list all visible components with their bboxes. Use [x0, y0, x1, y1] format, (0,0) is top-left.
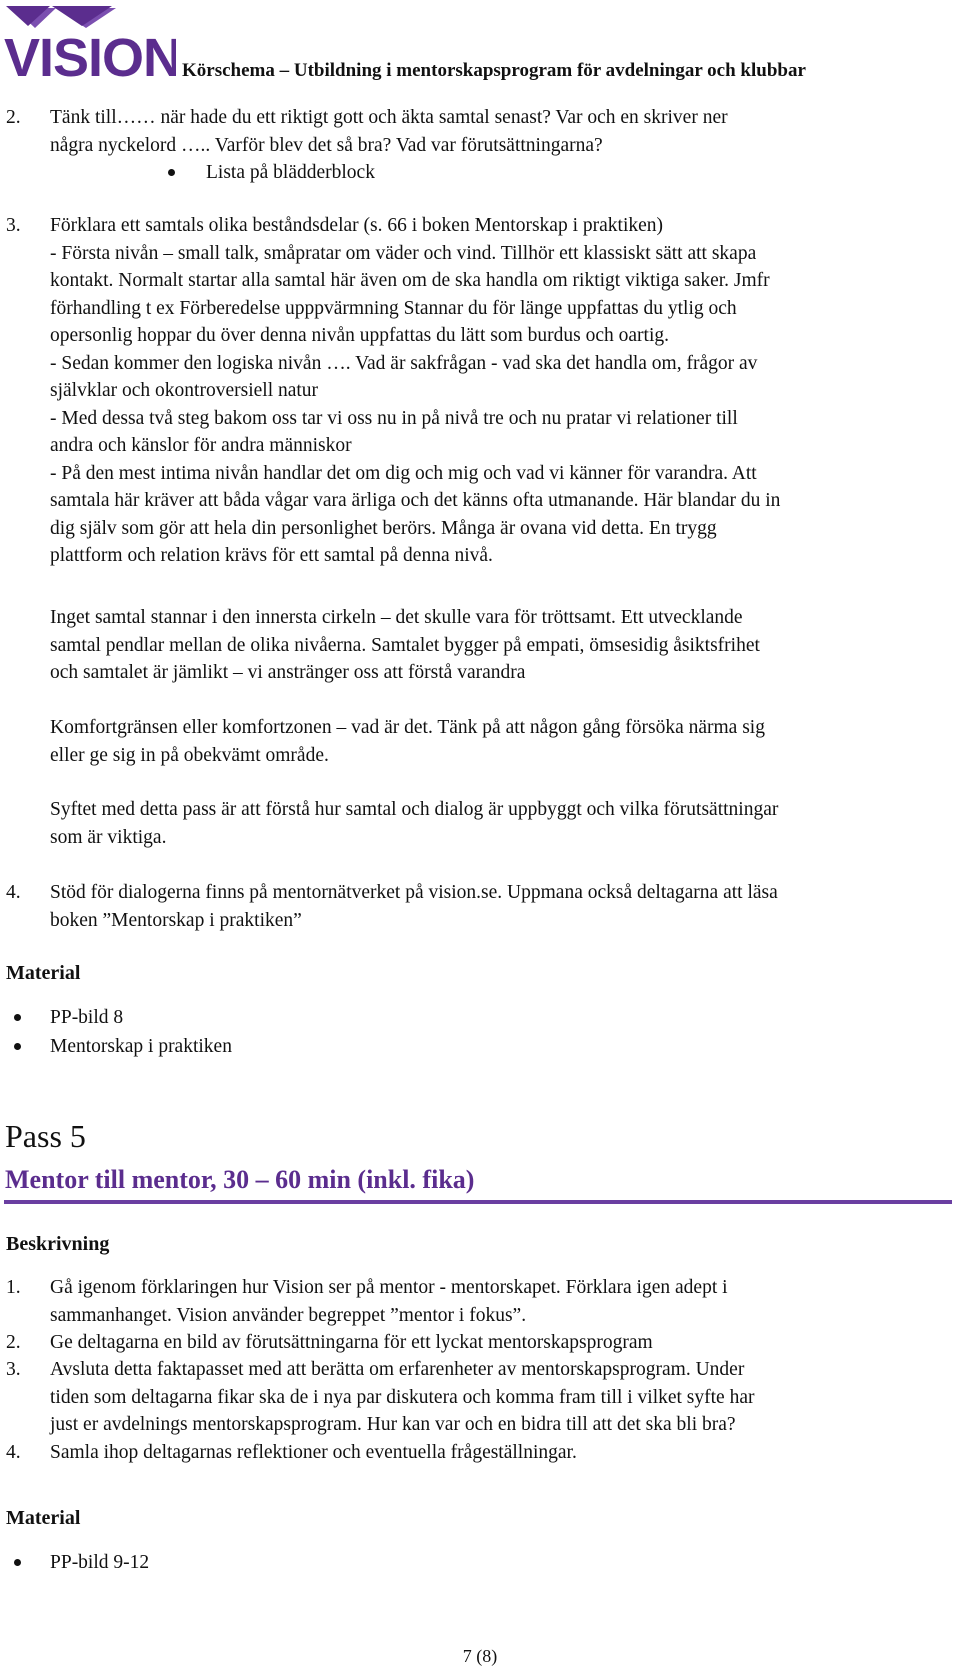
text-line: tiden som deltagarna fikar ska de i nya par diskutera och komma fram till i vilket syfte har [50, 1386, 755, 1408]
text-line: opersonlig hoppar du över denna nivån uppfattas du lätt som burdus och oartig. [50, 325, 669, 346]
text-line: dig själv som gör att hela din personlighet berörs. Många är ovana vid detta. En trygg [50, 517, 717, 539]
text-line: sammanhanget. Vision använder begreppet ”mentor i fokus”. [50, 1304, 527, 1326]
item-text [50, 879, 950, 934]
logo-wordmark: VISION [4, 28, 176, 80]
document-header [4, 2, 904, 80]
item-number: 2. [6, 107, 21, 128]
bullet-text: Lista på blädderblock [206, 162, 375, 183]
text-line: Gå igenom förklaringen hur Vision ser på mentor - mentorskapet. Förklara igen adept i [50, 1277, 728, 1298]
text-line: kontakt. Normalt startar alla samtal här även om de ska handla om riktigt viktiga saker. Jmfr [50, 270, 770, 291]
text-line: Avsluta detta faktapasset med att berätta om erfarenheter av mentorskapsprogram. Under [50, 1359, 745, 1380]
text-line: Syftet med detta pass är att förstå hur samtal och dialog är uppbyggt och vilka förutsättningar [50, 799, 779, 820]
item-text [50, 1356, 950, 1439]
material-heading: Material [6, 962, 81, 984]
text-line: Stöd för dialogerna finns på mentornätverket på vision.se. Uppmana också deltagarna att läsa [50, 882, 778, 903]
text-line: boken ”Mentorskap i praktiken” [50, 909, 302, 931]
text-line: Ge deltagarna en bild av förutsättningarna för ett lyckat mentorskapsprogram [50, 1332, 653, 1353]
header-title: Körschema – Utbildning i mentorskapsprogram för avdelningar och klubbar [182, 60, 806, 81]
item-text [50, 1274, 950, 1329]
item-text [50, 1439, 950, 1467]
text-line: och samtalet är jämlikt – vi anstränger oss att förstå varandra [50, 662, 526, 683]
text-line: - Med dessa två steg bakom oss tar vi oss nu in på nivå tre och nu pratar vi relationer till [50, 407, 738, 429]
bullet-text: PP-bild 9-12 [50, 1552, 150, 1573]
item-text [50, 212, 950, 570]
page-number: 7 (8) [462, 1646, 498, 1666]
section-subtitle: Mentor till mentor, 30 – 60 min (inkl. fika) [5, 1165, 475, 1194]
text-line: - På den mest intima nivån handlar det om dig och mig och vad vi känner för varandra. Att [50, 462, 757, 484]
bullet-text: PP-bild 8 [50, 1007, 124, 1028]
text-line: - Sedan kommer den logiska nivån …. Vad är sakfrågan - vad ska det handla om, frågor av [50, 352, 758, 374]
item-text [50, 1329, 950, 1357]
paragraph-text [50, 714, 950, 769]
description-heading: Beskrivning [6, 1233, 110, 1255]
text-line: förhandling t ex Förberedelse upppvärmning Stannar du för länge uppfattas du ytlig och [50, 297, 737, 319]
item-number: 3. [6, 1359, 21, 1380]
text-line: andra och känslor för andra människor [50, 435, 352, 456]
bullet-icon [168, 169, 175, 176]
text-line: Samla ihop deltagarnas reflektioner och eventuella frågeställningar. [50, 1442, 577, 1463]
material-heading: Material [6, 1507, 81, 1529]
item-number: 2. [6, 1332, 21, 1353]
text-line: Inget samtal stannar i den innersta cirkeln – det skulle vara för tröttsamt. Ett utvecklande [50, 607, 743, 628]
item-number: 3. [6, 215, 21, 236]
text-line: som är viktiga. [50, 826, 167, 848]
paragraph-text [50, 796, 950, 851]
text-line: Förklara ett samtals olika beståndsdelar (s. 66 i boken Mentorskap i praktiken) [50, 215, 664, 236]
vision-logo [4, 2, 176, 80]
text-line: Komfortgränsen eller komfortzonen – vad är det. Tänk på att någon gång försöka närma sig [50, 717, 765, 738]
text-line: Tänk till…… när hade du ett riktigt gott och äkta samtal senast? Var och en skriver ner [50, 107, 728, 128]
text-line: plattform och relation krävs för ett samtal på denna nivå. [50, 545, 493, 566]
paragraph-text [50, 604, 950, 687]
item-number: 4. [6, 1442, 21, 1463]
item-text [50, 104, 950, 159]
text-line: eller ge sig in på obekvämt område. [50, 744, 329, 766]
text-line: några nyckelord ….. Varför blev det så bra? Vad var förutsättningarna? [50, 134, 603, 156]
bullet-icon [14, 1043, 21, 1050]
text-line: - Första nivån – small talk, småpratar om väder och vind. Tillhör ett klassiskt sätt att skapa [50, 242, 757, 264]
text-line: samtal pendlar mellan de olika nivåerna. Samtalet bygger på empati, ömsesidig åsiktsfrihet [50, 634, 760, 656]
section-divider [4, 1200, 952, 1204]
bullet-icon [14, 1559, 21, 1566]
bullet-icon [14, 1014, 21, 1021]
bullet-text: Mentorskap i praktiken [50, 1036, 232, 1057]
item-number: 4. [6, 882, 21, 903]
section-title: Pass 5 [5, 1118, 86, 1154]
item-number: 1. [6, 1277, 21, 1298]
text-line: just er avdelnings mentorskapsprogram. Hur kan var och en bidra till att det ska bli bra? [50, 1414, 736, 1435]
text-line: självklar och okontroversiell natur [50, 380, 319, 401]
text-line: samtala här kräver att båda vågar vara ärliga och det känns ofta utmanande. Här blandar du in [50, 490, 781, 511]
